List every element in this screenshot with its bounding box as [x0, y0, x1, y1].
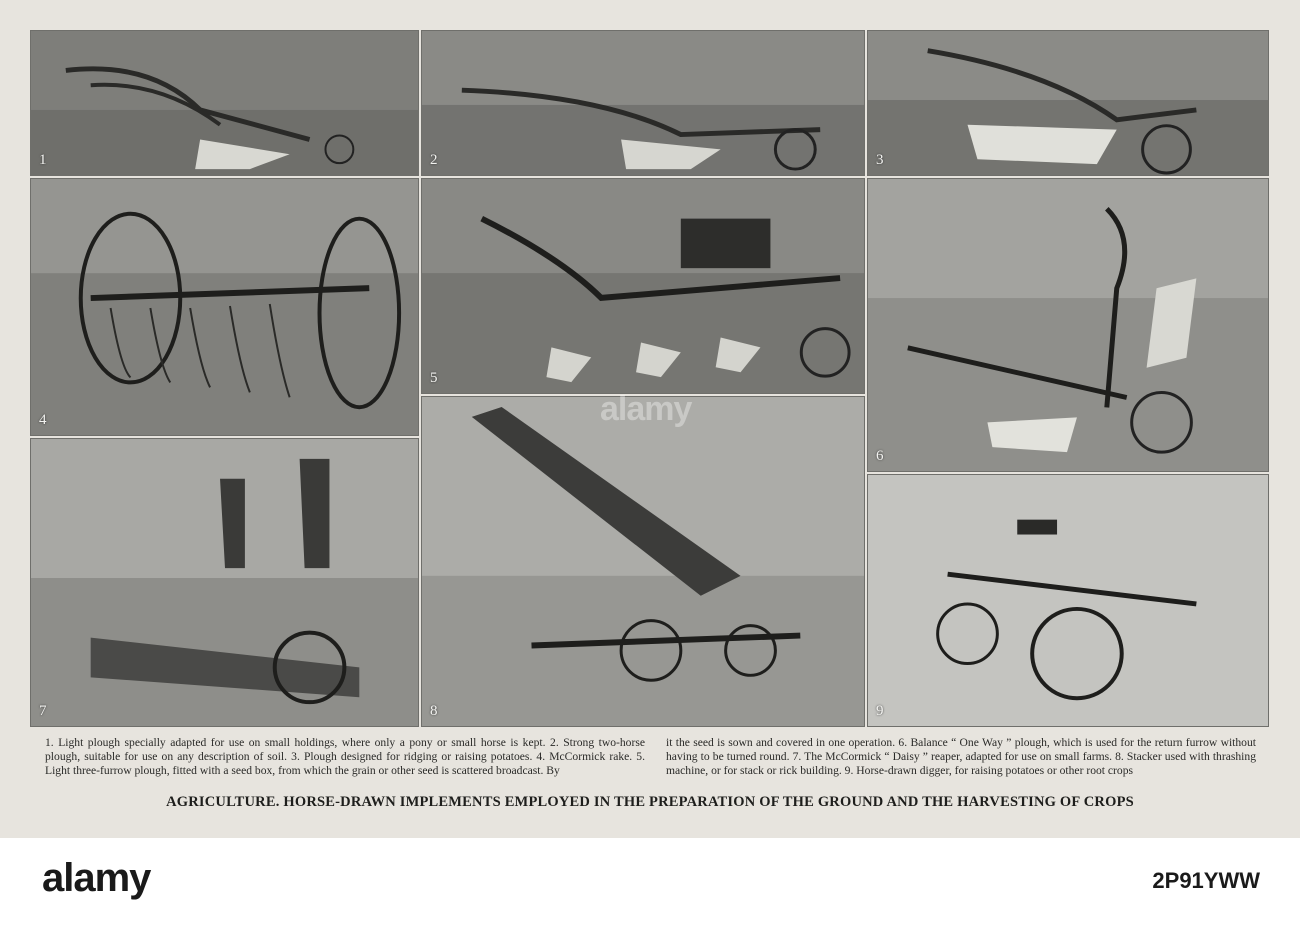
alamy-logo: alamy	[42, 856, 151, 900]
plate-number: 8	[430, 703, 438, 719]
reaper-illustration	[31, 439, 418, 726]
watermark-bar	[0, 838, 1300, 930]
stacker-illustration	[422, 397, 864, 726]
plate-3-ridging-plough	[867, 30, 1269, 176]
page-title: AGRICULTURE. HORSE-DRAWN IMPLEMENTS EMPLOYED IN THE PREPARATION OF THE GROUND AND THE HARVESTING OF CROPS	[166, 794, 1134, 810]
plough-illustration	[31, 31, 418, 175]
watermark-overlay: alamy	[600, 390, 692, 428]
plate-8-stacker	[421, 396, 865, 727]
plate-number: 4	[39, 412, 47, 428]
plate-7-daisy-reaper	[30, 438, 419, 727]
digger-illustration	[868, 475, 1268, 726]
plate-number: 7	[39, 703, 47, 719]
rake-illustration	[31, 179, 418, 435]
plate-6-balance-one-way-plough	[867, 178, 1269, 472]
caption-left-column: 1. Light plough specially adapted for use on small holdings, where only a pony or small horse is kept. 2. Strong two-horse plough, suitable for use on any description of soil. 3. Plough designed for ridging or raising potatoes. 4. McCormick rake. 5. Light three-furrow plough, fitted with a seed box, from which the grain or other seed is scattered broadcast. By	[45, 736, 645, 778]
plough-illustration	[868, 179, 1268, 471]
plate-4-mccormick-rake	[30, 178, 419, 436]
caption-right-column: it the seed is sown and covered in one operation. 6. Balance “ One Way ” plough, which is used for the return furrow without having to be turned round. 7. The McCormick “ Daisy ” reaper, adapted for use on small farms. 8. Stacker used with thrashing machine, or for stack or rick building. 9. Horse-drawn digger, for raising potatoes or other root crops	[666, 736, 1256, 778]
plate-5-three-furrow-plough	[421, 178, 865, 394]
plate-number: 6	[876, 448, 884, 464]
plate-number: 2	[430, 152, 438, 168]
plate-number: 1	[39, 152, 47, 168]
plough-illustration	[422, 179, 864, 393]
plough-illustration	[422, 31, 864, 175]
plate-number: 5	[430, 370, 438, 386]
plate-9-potato-digger	[867, 474, 1269, 727]
plough-illustration	[868, 31, 1268, 175]
plate-2-two-horse-plough	[421, 30, 865, 176]
plate-1-light-plough	[30, 30, 419, 176]
plate-number: 9	[876, 703, 884, 719]
plate-number: 3	[876, 152, 884, 168]
image-id: 2P91YWW	[1152, 868, 1260, 893]
